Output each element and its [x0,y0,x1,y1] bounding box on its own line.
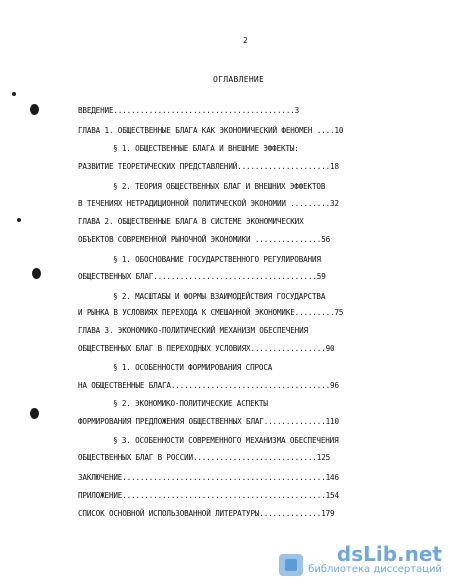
toc-line: ВВЕДЕНИЕ.........................................3 [78,106,300,115]
toc-line: ОБЪЕКТОВ СОВРЕМЕННОЙ РЫНОЧНОЙ ЭКОНОМИКИ ...............56 [78,235,331,244]
watermark [279,544,442,576]
punch-hole-middle [32,268,41,279]
toc-line: § 2. ТЕОРИЯ ОБЩЕСТВЕННЫХ БЛАГ И ВНЕШНИХ ЭФФЕКТОВ [113,182,326,191]
toc-line: ФОРМИРОВАНИЯ ПРЕДЛОЖЕНИЯ ОБЩЕСТВЕННЫХ БЛАГ..............110 [78,417,339,426]
toc-line: ПРИЛОЖЕНИЕ..............................................154 [78,491,339,500]
punch-hole-top [30,104,39,115]
toc-line: § 2. ЭКОНОМИКО-ПОЛИТИЧЕСКИЕ АСПЕКТЫ [113,399,268,408]
toc-line: СПИСОК ОСНОВНОЙ ИСПОЛЬЗОВАННОЙ ЛИТЕРАТУРЫ..............179 [78,509,335,518]
toc-line: ОБЩЕСТВЕННЫХ БЛАГ.....................................59 [78,272,326,281]
toc-title: ОГЛАВЛЕНИЕ [213,75,265,84]
toc-line: В ТЕЧЕНИЯХ НЕТРАДИЦИОННОЙ ПОЛИТИЧЕСКОЙ ЭКОНОМИИ .........32 [78,199,339,208]
punch-hole-bottom [30,408,39,419]
toc-line: § 1. ОСОБЕННОСТИ ФОРМИРОВАНИЯ СПРОСА [113,363,273,372]
toc-line: ОБЩЕСТВЕННЫХ БЛАГ В ПЕРЕХОДНЫХ УСЛОВИЯХ.................90 [78,344,335,353]
scan-mark [12,92,16,96]
toc-line: § 1. ОБЩЕСТВЕННЫЕ БЛАГА И ВНЕШНИЕ ЭФФЕКТЫ: [113,144,299,153]
toc-line: ГЛАВА 3. ЭКОНОМИКО-ПОЛИТИЧЕСКИЙ МЕХАНИЗМ ОБЕСПЕЧЕНИЯ [78,326,308,335]
toc-line: ГЛАВА 2. ОБЩЕСТВЕННЫЕ БЛАГА В СИСТЕМЕ ЭКОНОМИЧЕСКИХ [78,217,304,226]
toc-line: § 1. ОБОСНОВАНИЕ ГОСУДАРСТВЕННОГО РЕГУЛИРОВАНИЯ [113,255,321,264]
watermark-tagline: библиотека диссертаций [308,564,442,575]
toc-line: ЗАКЛЮЧЕНИЕ..............................................146 [78,473,339,482]
toc-line: § 2. МАСШТАБЫ И ФОРМЫ ВЗАИМОДЕЙСТВИЯ ГОСУДАРСТВА [113,292,326,301]
page-number: 2 [243,36,248,45]
toc-line: ОБЩЕСТВЕННЫХ БЛАГ В РОССИИ............................125 [78,453,331,462]
toc-line: ГЛАВА 1. ОБЩЕСТВЕННЫЕ БЛАГА КАК ЭКОНОМИЧЕСКИЙ ФЕНОМЕН ....10 [78,126,344,135]
watermark-site: dsLib.net [336,542,442,566]
toc-line: И РЫНКА В УСЛОВИЯХ ПЕРЕХОДА К СМЕШАННОЙ ЭКОНОМИКЕ.........75 [78,308,344,317]
scan-mark [17,218,21,222]
toc-line: РАЗВИТИЕ ТЕОРЕТИЧЕСКИХ ПРЕДСТАВЛЕНИЙ.....................18 [78,162,339,171]
watermark-text [308,544,442,576]
toc-line: § 3. ОСОБЕННОСТИ СОВРЕМЕННОГО МЕХАНИЗМА ОБЕСПЕЧЕНИЯ [113,436,339,445]
book-logo-icon [279,554,303,576]
toc-line: НА ОБЩЕСТВЕННЫЕ БЛАГА....................................96 [78,381,339,390]
